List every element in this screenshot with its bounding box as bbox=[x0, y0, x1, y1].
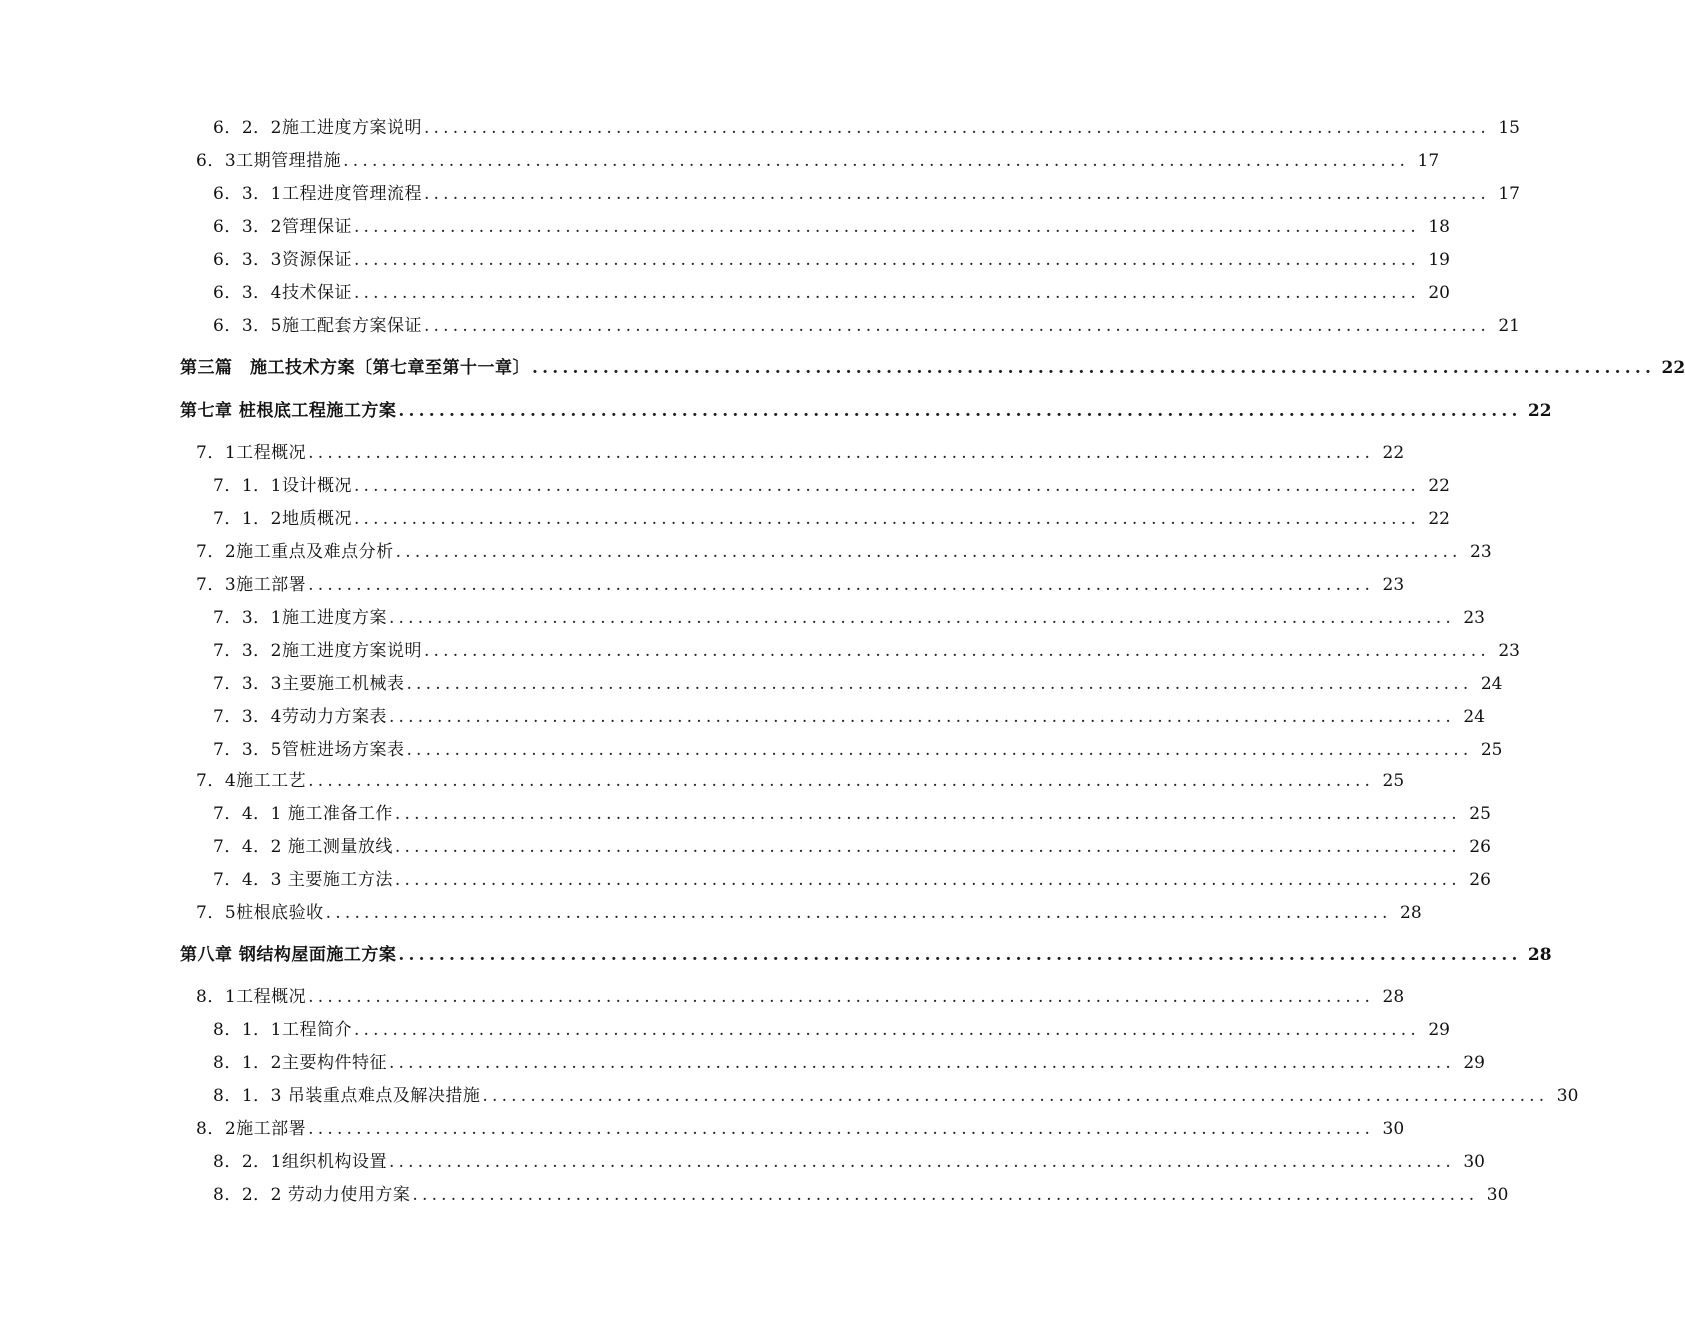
toc-entry[interactable] bbox=[0, 471, 1450, 497]
toc-entry-title: 第七章 桩根底工程施工方案 bbox=[180, 401, 397, 421]
toc-entry-title: 7．3．5管桩进场方案表 bbox=[213, 740, 405, 760]
toc-entry[interactable] bbox=[0, 898, 1422, 924]
toc-dot-leader: ............................................................................................................... bbox=[325, 903, 1392, 923]
toc-page-number: 26 bbox=[1469, 837, 1491, 857]
toc-entry-title: 第三篇 施工技术方案〔第七章至第十一章〕 bbox=[180, 358, 530, 378]
toc-entry-title: 7．4．3 主要施工方法 bbox=[213, 870, 393, 890]
toc-entry[interactable] bbox=[0, 702, 1485, 728]
toc-entry[interactable] bbox=[0, 278, 1450, 304]
toc-page-number: 30 bbox=[1463, 1152, 1485, 1172]
toc-entry[interactable] bbox=[0, 179, 1520, 205]
toc-entry-title: 7．3．3主要施工机械表 bbox=[213, 674, 405, 694]
toc-entry-title: 7．4．1 施工准备工作 bbox=[213, 804, 393, 824]
toc-page-number: 22 bbox=[1428, 476, 1450, 496]
toc-entry[interactable] bbox=[0, 212, 1450, 238]
toc-entry[interactable] bbox=[0, 865, 1491, 891]
toc-page-number: 26 bbox=[1469, 870, 1491, 890]
toc-dot-leader: ............................................................................................................... bbox=[532, 358, 1656, 378]
toc-dot-leader: ............................................................................................................... bbox=[343, 151, 1410, 171]
toc-dot-leader: ............................................................................................................... bbox=[423, 316, 1490, 336]
toc-entry[interactable] bbox=[0, 146, 1440, 172]
toc-entry[interactable] bbox=[0, 1147, 1485, 1173]
toc-entry-title: 6．3．4技术保证 bbox=[213, 283, 352, 303]
toc-entry[interactable] bbox=[0, 504, 1450, 530]
toc-dot-leader: ............................................................................................................... bbox=[353, 476, 1420, 496]
toc-entry-title: 7．3．1施工进度方案 bbox=[213, 608, 387, 628]
toc-dot-leader: ............................................................................................................... bbox=[388, 1152, 1455, 1172]
toc-dot-leader: ............................................................................................................... bbox=[353, 509, 1420, 529]
toc-entry[interactable] bbox=[0, 982, 1405, 1008]
toc-dot-leader: ............................................................................................................... bbox=[482, 1086, 1549, 1106]
toc-dot-leader: ............................................................................................................... bbox=[353, 217, 1420, 237]
toc-entry-title: 7．3．2施工进度方案说明 bbox=[213, 641, 422, 661]
toc-page-number: 24 bbox=[1480, 674, 1503, 694]
toc-entry[interactable] bbox=[0, 537, 1492, 563]
toc-entry-title: 7．1．1设计概况 bbox=[213, 476, 352, 496]
toc-page-number: 25 bbox=[1382, 771, 1405, 791]
toc-entry-title: 7．2施工重点及难点分析 bbox=[196, 542, 394, 562]
toc-entry-title: 7．3施工部署 bbox=[196, 575, 307, 595]
toc-page-number: 23 bbox=[1470, 542, 1492, 562]
toc-page-number: 19 bbox=[1428, 250, 1450, 270]
toc-entry-title: 6．3．5施工配套方案保证 bbox=[213, 316, 422, 336]
toc-entry[interactable] bbox=[0, 636, 1520, 662]
toc-dot-leader: ............................................................................................................... bbox=[394, 804, 1461, 824]
toc-dot-leader: ............................................................................................................... bbox=[308, 1119, 1375, 1139]
toc-dot-leader: ............................................................................................................... bbox=[398, 401, 1522, 421]
toc-entry[interactable] bbox=[0, 603, 1485, 629]
toc-entry-title: 6．3工期管理措施 bbox=[196, 151, 342, 171]
toc-page-number: 28 bbox=[1382, 987, 1405, 1007]
toc-dot-leader: ............................................................................................................... bbox=[388, 608, 1455, 628]
toc-chapter-entry[interactable] bbox=[0, 940, 1552, 966]
toc-page-number: 17 bbox=[1498, 184, 1520, 204]
toc-entry[interactable] bbox=[0, 832, 1491, 858]
toc-entry-title: 6．2．2施工进度方案说明 bbox=[213, 118, 422, 138]
toc-entry-title: 8．1工程概况 bbox=[196, 987, 307, 1007]
toc-page-number: 23 bbox=[1498, 641, 1520, 661]
toc-page-number: 17 bbox=[1417, 151, 1440, 171]
toc-page-number: 18 bbox=[1428, 217, 1450, 237]
toc-page-number: 30 bbox=[1486, 1185, 1509, 1205]
toc-dot-leader: ............................................................................................................... bbox=[308, 443, 1375, 463]
toc-entry[interactable] bbox=[0, 669, 1503, 695]
toc-chapter-entry[interactable] bbox=[0, 353, 1685, 379]
toc-entry[interactable] bbox=[0, 1081, 1579, 1107]
toc-dot-leader: ............................................................................................................... bbox=[308, 575, 1375, 595]
toc-page-number: 30 bbox=[1382, 1119, 1405, 1139]
toc-dot-leader: ............................................................................................................... bbox=[423, 641, 1490, 661]
toc-entry-title: 7．1工程概况 bbox=[196, 443, 307, 463]
toc-page-number: 23 bbox=[1382, 575, 1405, 595]
toc-page-number: 22 bbox=[1527, 401, 1552, 421]
toc-entry-title: 8．1．2主要构件特征 bbox=[213, 1053, 387, 1073]
toc-page-number: 28 bbox=[1400, 903, 1422, 923]
toc-entry-title: 6．3．3资源保证 bbox=[213, 250, 352, 270]
toc-entry[interactable] bbox=[0, 1180, 1509, 1206]
toc-dot-leader: ............................................................................................................... bbox=[394, 837, 1461, 857]
toc-entry[interactable] bbox=[0, 438, 1405, 464]
toc-entry[interactable] bbox=[0, 735, 1503, 761]
toc-page-number: 28 bbox=[1527, 945, 1552, 965]
toc-page-number: 22 bbox=[1382, 443, 1405, 463]
toc-entry[interactable] bbox=[0, 766, 1405, 792]
toc-dot-leader: ............................................................................................................... bbox=[395, 542, 1462, 562]
toc-page-number: 29 bbox=[1463, 1053, 1485, 1073]
toc-entry-title: 8．2施工部署 bbox=[196, 1119, 307, 1139]
toc-entry-title: 7．3．4劳动力方案表 bbox=[213, 707, 387, 727]
toc-dot-leader: ............................................................................................................... bbox=[308, 771, 1375, 791]
toc-entry-title: 7．4施工工艺 bbox=[196, 771, 307, 791]
toc-page-number: 23 bbox=[1463, 608, 1485, 628]
toc-entry-title: 7．1．2地质概况 bbox=[213, 509, 352, 529]
toc-entry[interactable] bbox=[0, 799, 1491, 825]
toc-page-number: 22 bbox=[1661, 358, 1685, 378]
toc-dot-leader: ............................................................................................................... bbox=[388, 1053, 1455, 1073]
toc-dot-leader: ............................................................................................................... bbox=[394, 870, 1461, 890]
toc-entry[interactable] bbox=[0, 570, 1405, 596]
toc-dot-leader: ............................................................................................................... bbox=[353, 283, 1420, 303]
toc-dot-leader: ............................................................................................................... bbox=[353, 250, 1420, 270]
toc-page-number: 30 bbox=[1556, 1086, 1579, 1106]
toc-page-number: 15 bbox=[1498, 118, 1520, 138]
toc-dot-leader: ............................................................................................................... bbox=[398, 945, 1522, 965]
toc-dot-leader: ............................................................................................................... bbox=[308, 987, 1375, 1007]
toc-entry-title: 7．5桩根底验收 bbox=[196, 903, 324, 923]
toc-entry-title: 8．1．3 吊装重点难点及解决措施 bbox=[213, 1086, 481, 1106]
toc-page-number: 29 bbox=[1428, 1020, 1450, 1040]
toc-chapter-entry[interactable] bbox=[0, 396, 1552, 422]
toc-entry[interactable] bbox=[0, 1114, 1405, 1140]
toc-page-number: 24 bbox=[1463, 707, 1485, 727]
toc-dot-leader: ............................................................................................................... bbox=[423, 184, 1490, 204]
toc-page-number: 25 bbox=[1469, 804, 1491, 824]
toc-dot-leader: ............................................................................................................... bbox=[353, 1020, 1420, 1040]
toc-page-number: 25 bbox=[1480, 740, 1503, 760]
toc-entry-title: 8．2．1组织机构设置 bbox=[213, 1152, 387, 1172]
toc-dot-leader: ............................................................................................................... bbox=[423, 118, 1490, 138]
toc-entry-title: 8．2．2 劳动力使用方案 bbox=[213, 1185, 411, 1205]
toc-page-number: 20 bbox=[1428, 283, 1450, 303]
toc-entry-title: 6．3．1工程进度管理流程 bbox=[213, 184, 422, 204]
toc-page-number: 21 bbox=[1498, 316, 1520, 336]
toc-entry-title: 6．3．2管理保证 bbox=[213, 217, 352, 237]
toc-entry[interactable] bbox=[0, 1048, 1485, 1074]
toc-page-number: 22 bbox=[1428, 509, 1450, 529]
toc-dot-leader: ............................................................................................................... bbox=[412, 1185, 1479, 1205]
toc-entry[interactable] bbox=[0, 1015, 1450, 1041]
toc-entry-title: 第八章 钢结构屋面施工方案 bbox=[180, 945, 397, 965]
toc-dot-leader: ............................................................................................................... bbox=[406, 740, 1473, 760]
toc-entry-title: 7．4．2 施工测量放线 bbox=[213, 837, 393, 857]
toc-entry[interactable] bbox=[0, 113, 1520, 139]
toc-dot-leader: ............................................................................................................... bbox=[406, 674, 1473, 694]
toc-dot-leader: ............................................................................................................... bbox=[388, 707, 1455, 727]
toc-entry-title: 8．1．1工程简介 bbox=[213, 1020, 352, 1040]
toc-entry[interactable] bbox=[0, 245, 1450, 271]
toc-entry[interactable] bbox=[0, 311, 1520, 337]
